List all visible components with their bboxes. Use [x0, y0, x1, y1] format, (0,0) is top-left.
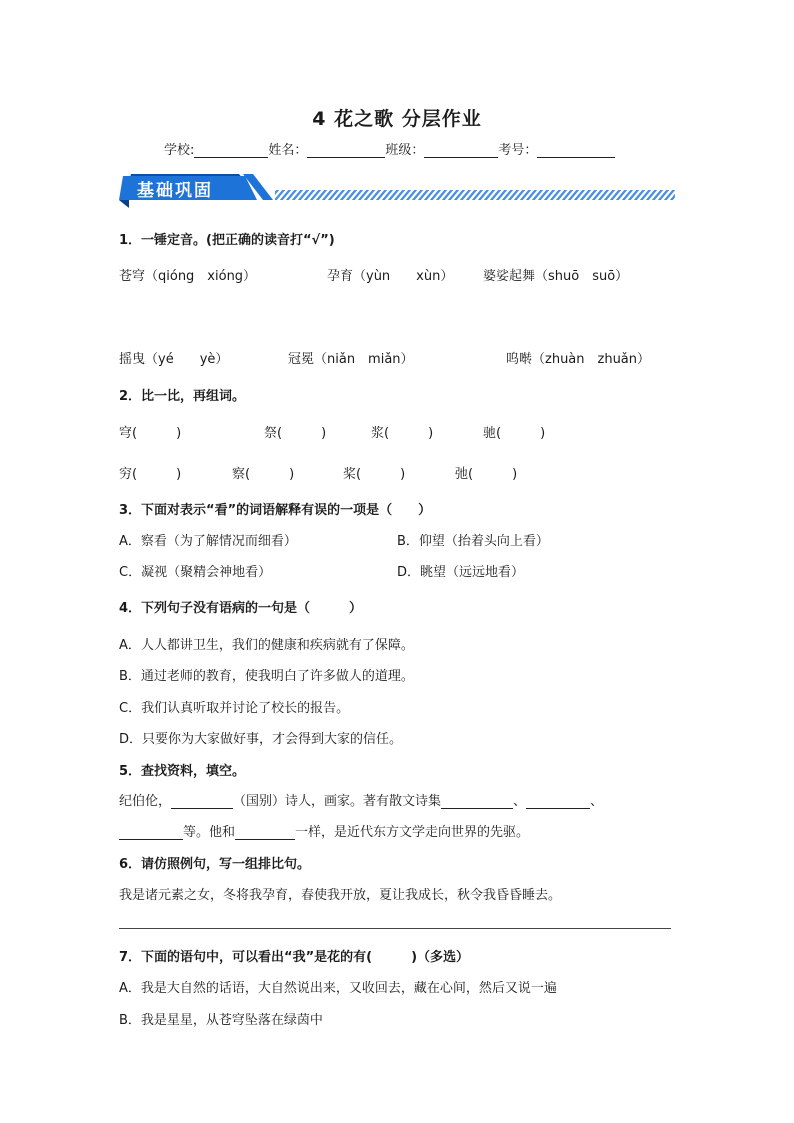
question-7-title: 7．下面的语句中，可以看出“我”是花的有( )（多选） [119, 950, 470, 965]
info-line [164, 139, 615, 158]
q3-option: A．察看（为了解情况而细看） [119, 534, 297, 549]
banner-label: 基础巩固 [137, 181, 213, 201]
q5-text: 纪伯伦， [119, 794, 172, 809]
question-1-title: 1．一锤定音。(把正确的读音打“√”) [119, 233, 335, 248]
question-4-title: 4．下列句子没有语病的一句是（ ） [119, 601, 363, 616]
q7-option: B．我是星星，从苍穹坠落在绿茵中 [119, 1013, 323, 1028]
q3-option: C．凝视（聚精会神地看） [119, 565, 272, 580]
q2-item: 祭( ) [264, 426, 327, 441]
q2-item: 驰( ) [483, 426, 546, 441]
q3-option: D．眺望（远远地看） [397, 565, 525, 580]
question-2-title: 2．比一比，再组词。 [119, 389, 246, 404]
q7-option: A．我是大自然的话语，大自然说出来，又收回去，藏在心间，然后又说一遍 [119, 981, 557, 996]
class-label: 班级： [385, 143, 425, 158]
class-field[interactable] [424, 143, 498, 158]
q1-item: 婆娑起舞（shuō suō） [483, 269, 629, 284]
question-3-title: 3．下面对表示“看”的词语解释有误的一项是（ ） [119, 503, 432, 518]
section-banner [119, 170, 675, 210]
q5-text: 、 [590, 794, 604, 809]
question-6-title: 6．请仿照例句，写一组排比句。 [119, 857, 311, 872]
q4-option: C．我们认真听取并讨论了校长的报告。 [119, 701, 350, 716]
q4-option: D．只要你为大家做好事，才会得到大家的信任。 [119, 732, 403, 747]
q1-item: 呜啭（zhuàn zhuǎn） [506, 352, 651, 367]
q5-line-2 [119, 821, 529, 840]
nationality-blank[interactable] [171, 794, 233, 809]
q2-item: 穹( ) [119, 426, 182, 441]
q4-option: A．人人都讲卫生，我们的健康和疾病就有了保障。 [119, 638, 414, 653]
q5-line-1 [119, 790, 603, 809]
school-label: 学校: [164, 143, 195, 158]
q1-item: 摇曳（yé yè） [119, 352, 229, 367]
exam-number-field[interactable] [537, 143, 615, 158]
q2-item: 浆( ) [371, 426, 434, 441]
q5-text: 、 [513, 794, 527, 809]
q1-item: 冠冕（niǎn miǎn） [288, 352, 414, 367]
work-blank-1[interactable] [441, 794, 513, 809]
q1-item: 苍穹（qióng xióng） [119, 269, 257, 284]
q3-option: B．仰望（抬着头向上看） [397, 534, 549, 549]
answer-line[interactable] [119, 928, 671, 929]
work-blank-3[interactable] [119, 825, 183, 840]
q2-item: 察( ) [232, 467, 295, 482]
q2-item: 穷( ) [119, 467, 182, 482]
school-field[interactable] [194, 143, 268, 158]
q1-item: 孕育（yùn xùn） [327, 269, 454, 284]
name-field[interactable] [307, 143, 385, 158]
question-5-title: 5．查找资料，填空。 [119, 764, 246, 779]
q4-option: B．通过老师的教育，使我明白了许多做人的道理。 [119, 669, 414, 684]
q5-text: （国别）诗人，画家。著有散文诗集 [233, 794, 442, 809]
page-title: 4 花之歌 分层作业 [312, 108, 482, 130]
name-label: 姓名： [268, 143, 308, 158]
exam-number-label: 考号： [498, 143, 538, 158]
q2-item: 桨( ) [343, 467, 406, 482]
q5-text: 一样，是近代东方文学走向世界的先驱。 [295, 825, 530, 840]
work-blank-2[interactable] [526, 794, 590, 809]
q2-item: 弛( ) [455, 467, 518, 482]
poet-blank[interactable] [235, 825, 295, 840]
q6-example: 我是诸元素之女，冬将我孕育，春使我开放，夏让我成长，秋令我昏昏睡去。 [119, 888, 562, 903]
q5-text: 等。他和 [183, 825, 236, 840]
